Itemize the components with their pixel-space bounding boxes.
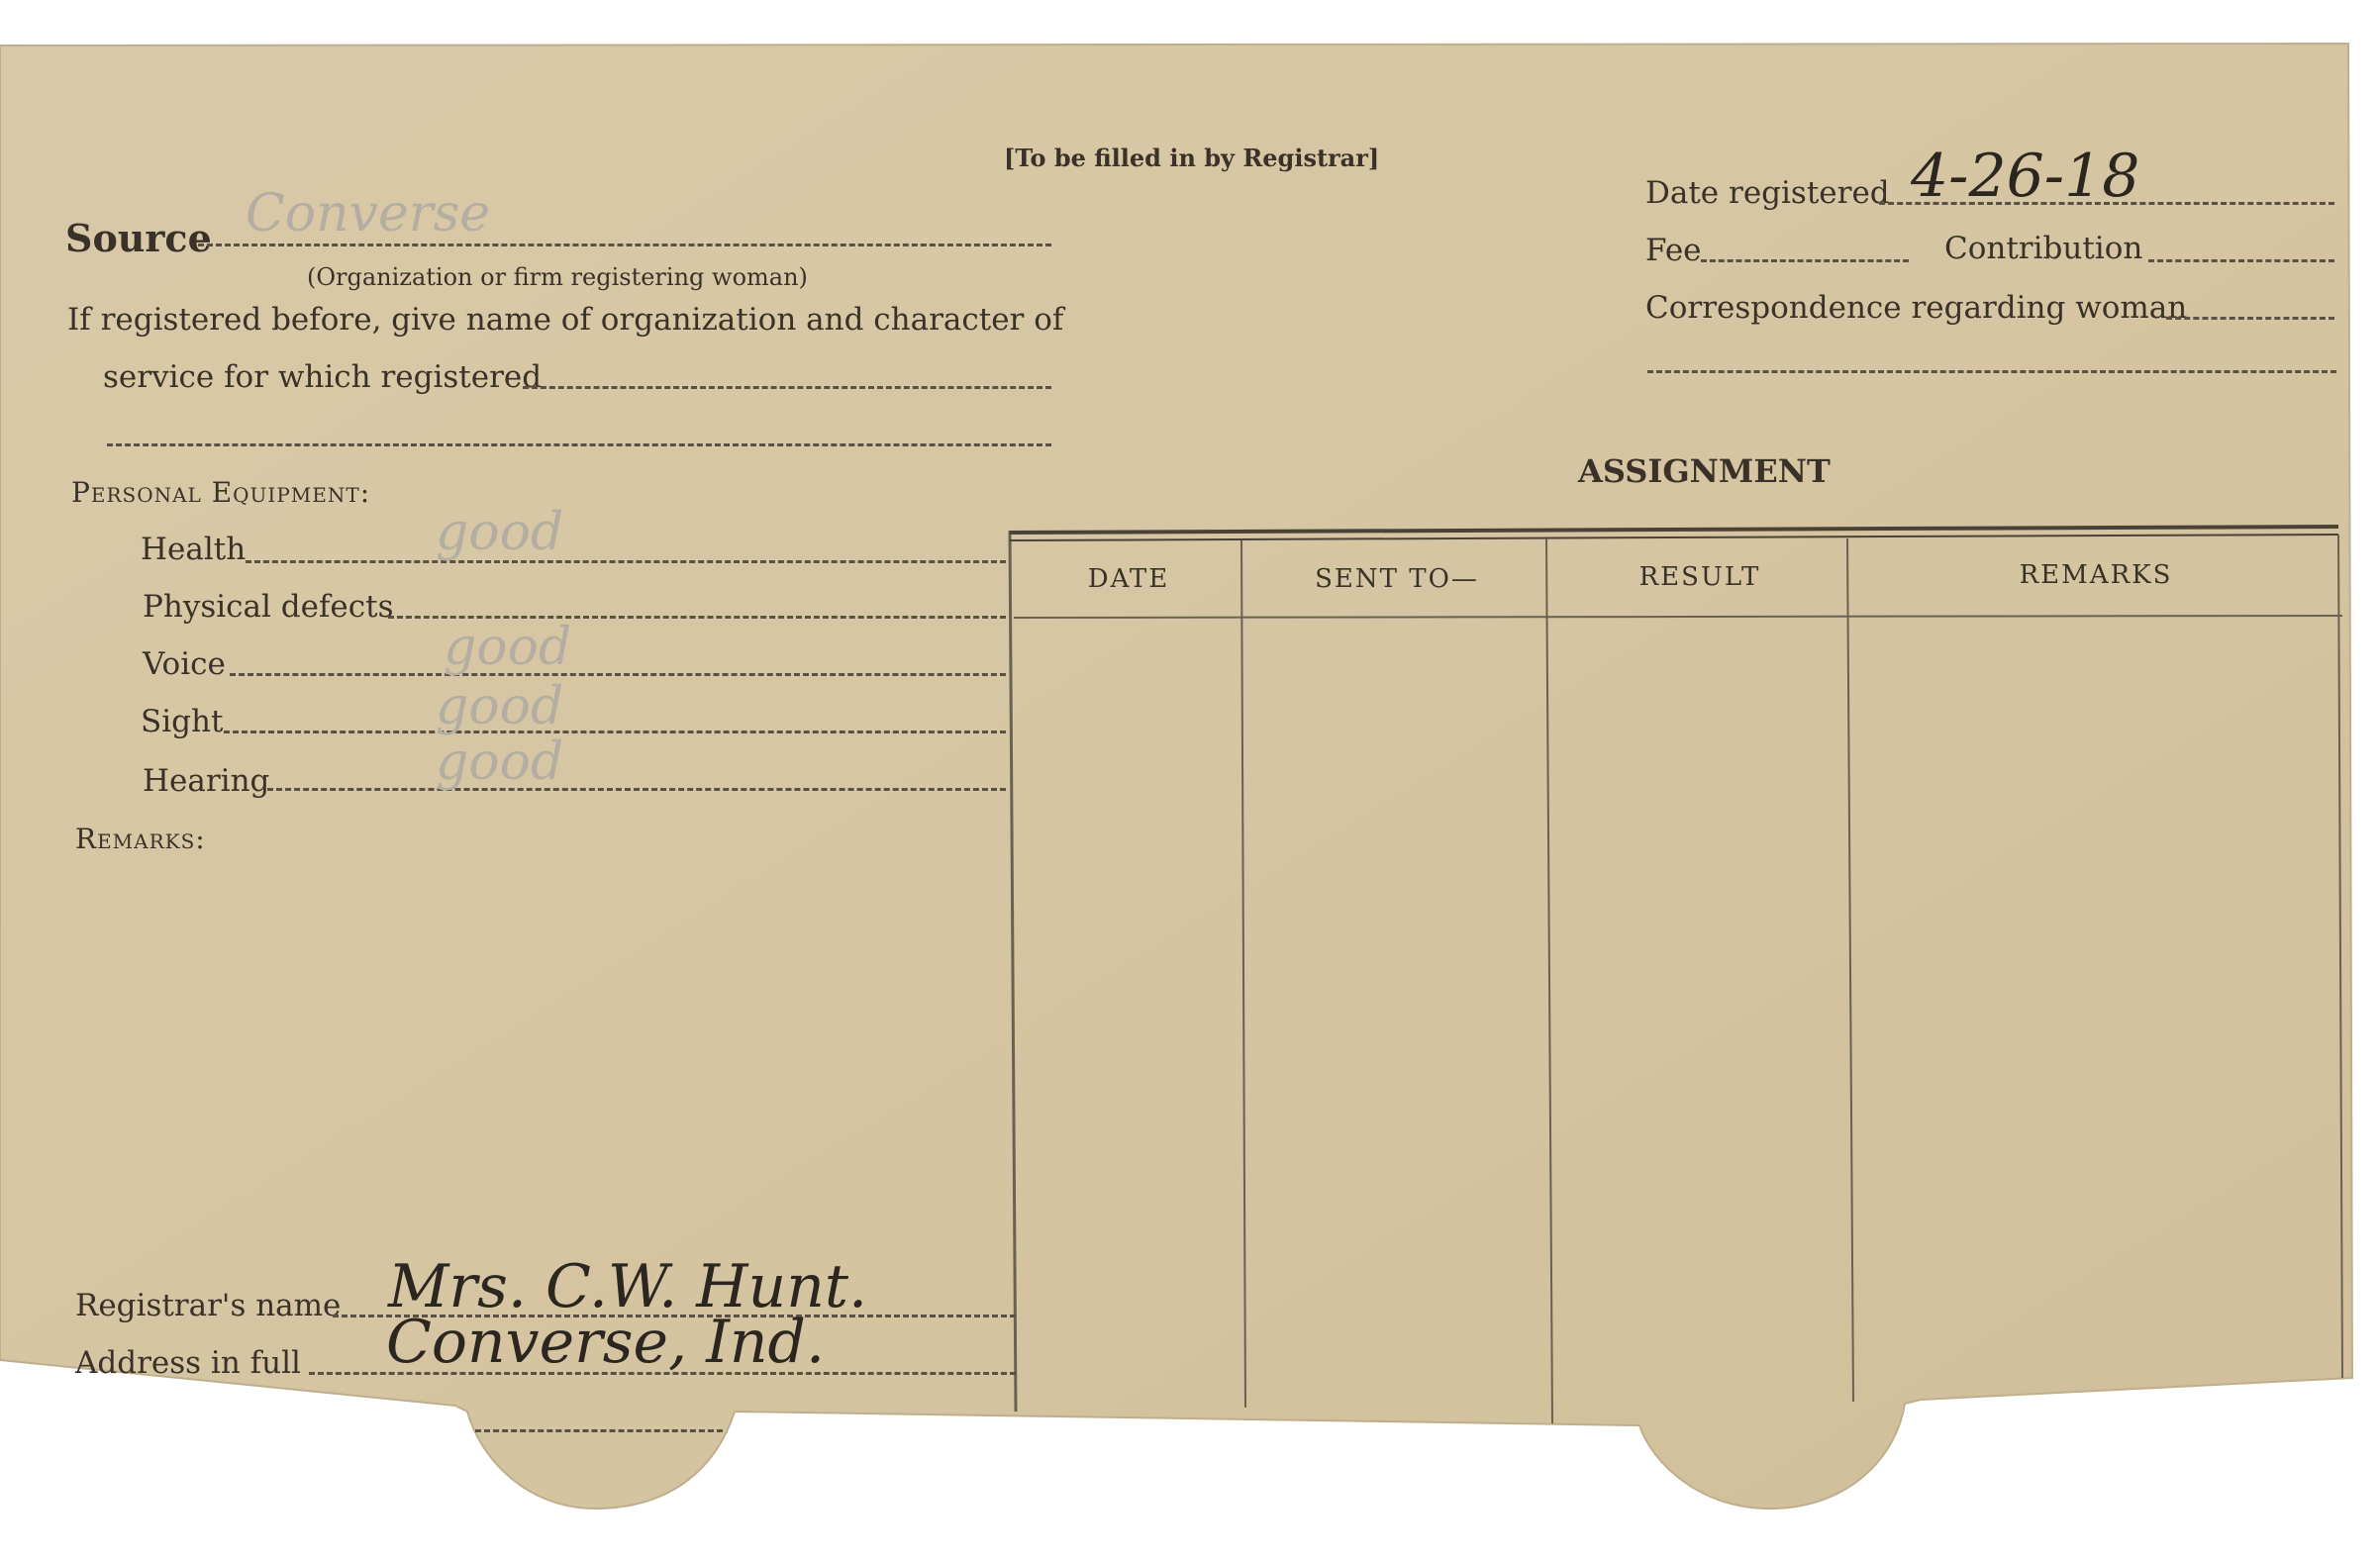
address-value: Converse, Ind. <box>386 1308 826 1377</box>
voice-value: good <box>444 618 572 677</box>
sight-label: Sight <box>141 704 224 739</box>
fee-label: Fee <box>1645 233 1702 268</box>
registrar-value: Mrs. C.W. Hunt. <box>388 1252 868 1321</box>
assignment-title: ASSIGNMENT <box>1578 452 1831 490</box>
registered-before-line-2 <box>107 443 1051 446</box>
correspondence-label: Correspondence regarding woman <box>1645 290 2188 326</box>
col-header-remarks: REMARKS <box>2019 560 2173 590</box>
registered-before-text: If registered before, give name of organization and character of <box>67 302 1064 338</box>
remarks-label: Remarks: <box>75 823 206 855</box>
sight-value: good <box>436 677 564 736</box>
hearing-value: good <box>436 732 564 792</box>
correspondence-line-2 <box>1647 370 2336 373</box>
health-value: good <box>436 503 564 562</box>
col-header-sent-to: SENT TO— <box>1315 564 1479 594</box>
address-label: Address in full <box>75 1345 301 1381</box>
registrar-label: Registrar's name <box>75 1288 342 1323</box>
source-label: Source <box>65 216 212 260</box>
registered-before-line <box>523 386 1051 389</box>
fee-line <box>1701 259 1909 262</box>
health-label: Health <box>141 532 247 567</box>
registered-before-text-2: service for which registered <box>103 359 543 395</box>
sight-line <box>224 731 1006 733</box>
date-registered-value: 4-26-18 <box>1911 142 2140 211</box>
header-note: [To be filled in by Registrar] <box>1004 144 1380 172</box>
voice-line <box>230 673 1006 676</box>
physical-defects-label: Physical defects <box>143 589 394 625</box>
contribution-line <box>2148 259 2334 262</box>
hearing-label: Hearing <box>143 763 270 799</box>
address-line-2 <box>475 1429 723 1432</box>
voice-label: Voice <box>143 646 226 682</box>
source-line <box>198 244 1051 246</box>
correspondence-line <box>2166 317 2334 320</box>
source-value: Converse <box>246 184 491 244</box>
hearing-line <box>267 788 1006 791</box>
col-header-result: RESULT <box>1638 562 1761 592</box>
contribution-label: Contribution <box>1944 231 2143 266</box>
col-header-date: DATE <box>1087 564 1170 594</box>
source-subnote: (Organization or firm registering woman) <box>307 263 808 291</box>
health-line <box>246 560 1006 563</box>
personal-equipment-heading: Personal Equipment: <box>71 476 371 509</box>
date-registered-label: Date registered <box>1645 175 1890 211</box>
